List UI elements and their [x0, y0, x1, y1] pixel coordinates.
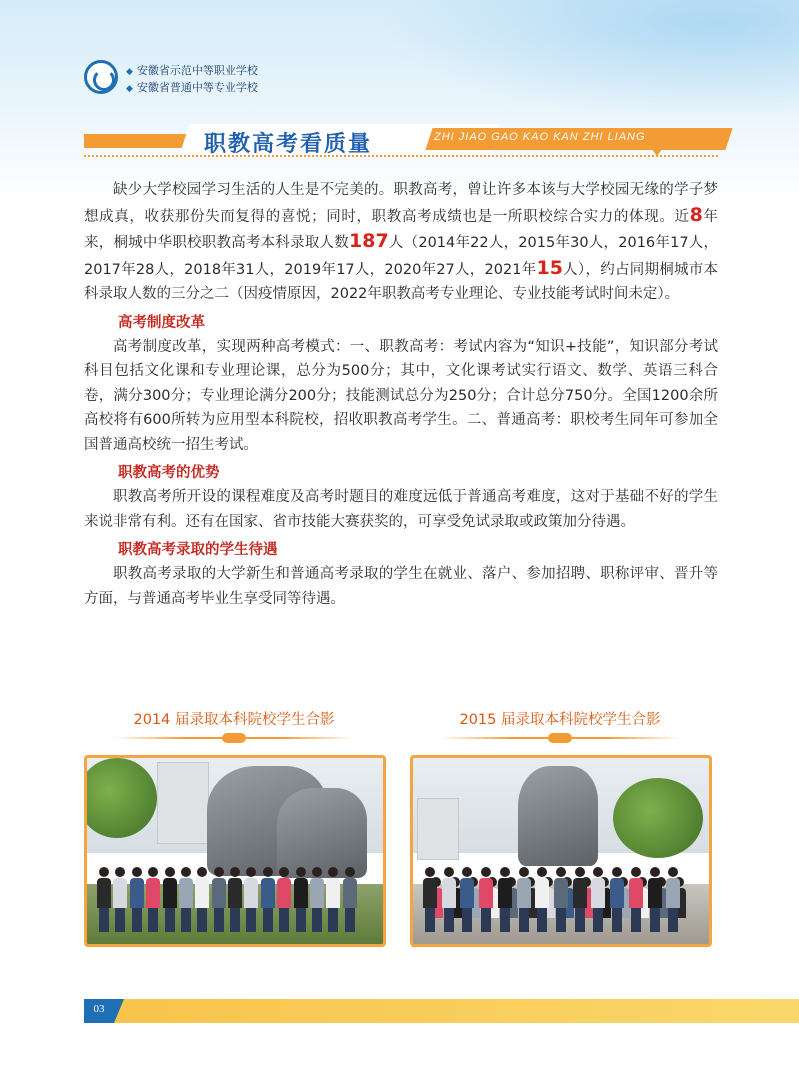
photo-person [535, 867, 549, 932]
page-title: 职教高考看质量 [204, 132, 373, 157]
photo-person [423, 867, 437, 932]
photo-person [648, 867, 662, 932]
photo-person [326, 867, 340, 932]
page-subtitle: ZHI JIAO GAO KAO KAN ZHI LIANG [434, 131, 646, 143]
school-designation-2: ◆ 安徽省普通中等专业学校 [126, 81, 258, 94]
school-designation-1: ◆ 安徽省示范中等职业学校 [126, 64, 258, 77]
school-designations [126, 63, 258, 97]
group-photo-2015 [410, 755, 712, 947]
photo-person [610, 867, 624, 932]
photo-person [343, 867, 357, 932]
photo-person [212, 867, 226, 932]
section-heading: 高考制度改革 [118, 314, 205, 331]
photo-person [195, 867, 209, 932]
section-paragraph: 职教高考所开设的课程难度及高考时题目的难度远低于普通高考难度，这对于基础不好的学生来说非常有利。还有在国家、省市技能大赛获奖的，可享受免试录取或政策加分待遇。 [84, 489, 718, 530]
photo-person [460, 867, 474, 932]
photo-person [130, 867, 144, 932]
photo-person [277, 867, 291, 932]
section-paragraph: 职教高考录取的大学新生和普通高考录取的学生在就业、落户、参加招聘、职称评审、晋升等方面，与普通高考毕业生享受同等待遇。 [84, 566, 718, 607]
caption-ornament [114, 733, 354, 743]
photo-person [498, 867, 512, 932]
photo-person [179, 867, 193, 932]
highlight-years: 8 [689, 203, 703, 226]
photo-person [442, 867, 456, 932]
photo-person [228, 867, 242, 932]
diamond-icon: ◆ [126, 84, 133, 94]
photo-person [244, 867, 258, 932]
school-logo-icon [84, 60, 118, 94]
photo-person [591, 867, 605, 932]
photo-person [554, 867, 568, 932]
photo-person [517, 867, 531, 932]
photo-person [294, 867, 308, 932]
group-photo-2014 [84, 755, 386, 947]
photo-person [629, 867, 643, 932]
banner-divider [84, 155, 718, 157]
page-number: 03 [93, 1003, 105, 1015]
diamond-icon: ◆ [126, 67, 133, 77]
photo-person [666, 867, 680, 932]
photo-person [113, 867, 127, 932]
header-background [0, 0, 799, 200]
intro-paragraph: 缺少大学校园学习生活的人生是不完美的。职教高考，曾让许多本该与大学校园无缘的学子梦想成真，收获那份失而复得的喜悦；同时，职教高考成绩也是一所职校综合实力的体现。近8年来，桐城中华职校职教高考本科录取人数187人（2014年22人，2015年30人，2016年17人，2017年28人，2018年31人，2019年17人，2020年27人，2021年15人），约占同期桐城市本科录取人数的三分之二（因疫情原因，2022年职教高考专业理论、专业技能考试时间未定）。 [84, 182, 718, 302]
photo-person [146, 867, 160, 932]
section-paragraph: 高考制度改革，实现两种高考模式：一、职教高考：考试内容为“知识+技能”，知识部分考试科目包括文化课和专业理论课，总分为500分；其中，文化课考试实行语文、数学、英语三科合卷，满分300分；专业理论满分200分；技能测试总分为250分；合计总分750分。全国1200余所高校将有600所转为应用型本科院校，招收职教高考学生。二、普通高考：职校考生同年可参加全国普通高校统一招生考试。 [84, 338, 718, 453]
photo-person [163, 867, 177, 932]
article-body [84, 178, 718, 611]
photo-caption-2015: 2015 届录取本科院校学生合影 [459, 712, 661, 728]
highlight-total: 187 [349, 230, 389, 252]
photo-person [479, 867, 493, 932]
footer-bar [84, 999, 799, 1023]
banner-orange-bar [84, 134, 194, 148]
section-heading: 职教高考的优势 [118, 465, 220, 481]
section-banner [84, 124, 718, 158]
photo-caption-2014: 2014 届录取本科院校学生合影 [133, 712, 335, 728]
photo-person [573, 867, 587, 932]
section-heading: 职教高考录取的学生待遇 [118, 542, 278, 558]
photo-person [97, 867, 111, 932]
banner-notch-icon [651, 148, 663, 156]
highlight-2021: 15 [536, 256, 563, 279]
caption-ornament [440, 733, 680, 743]
photo-person [261, 867, 275, 932]
photo-person [310, 867, 324, 932]
